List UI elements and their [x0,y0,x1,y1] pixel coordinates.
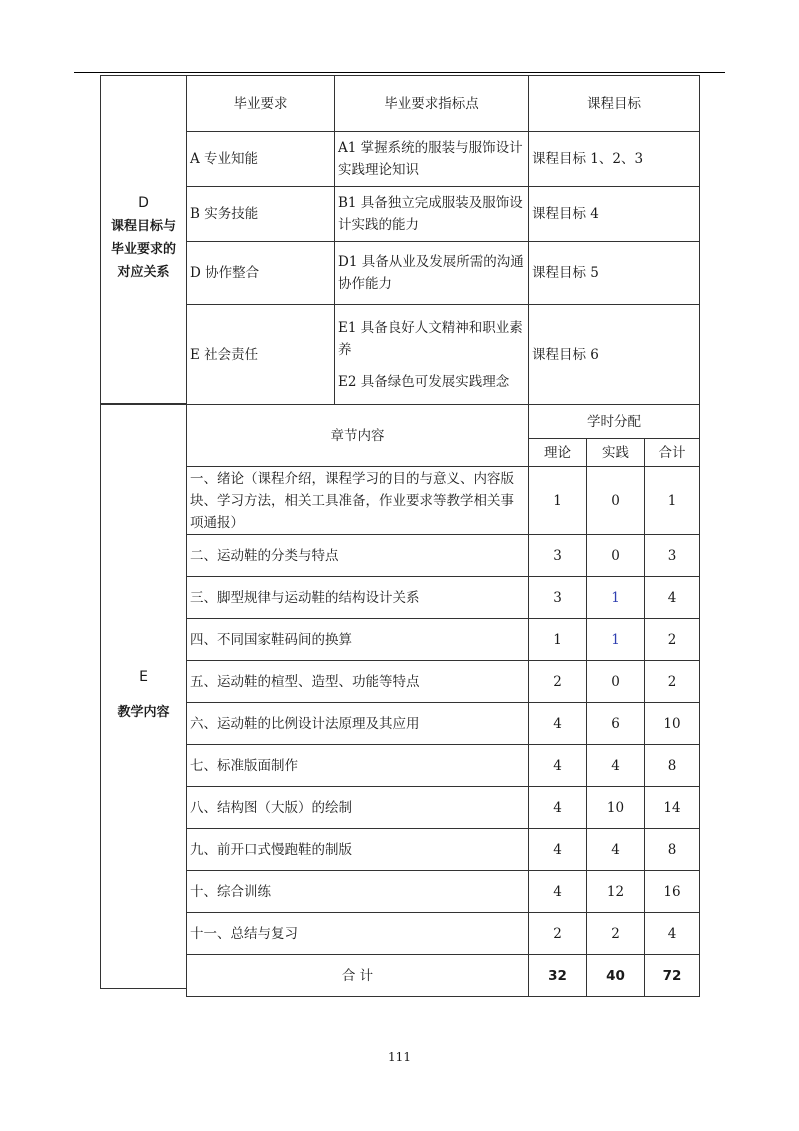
sum-row [187,955,700,997]
practice-cell: 1 [587,577,645,619]
section-e-label [100,404,187,989]
chapter-cell: 十一、总结与复习 [187,913,529,955]
chapter-cell: 三、脚型规律与运动鞋的结构设计关系 [187,577,529,619]
table-row [187,829,700,871]
total-cell: 3 [645,535,700,577]
table-row [187,535,700,577]
table-row [187,242,700,305]
total-cell: 4 [645,913,700,955]
content-table [186,404,700,997]
goal-cell: 课程目标 4 [529,187,700,242]
chapter-cell: 一、绪论（课程介绍，课程学习的目的与意义、内容版块、学习方法，相关工具准备，作业要求等教学相关事项通报） [187,467,529,535]
sum-theory: 32 [529,955,587,997]
section-e-name: 教学内容 [117,705,170,720]
table-header-row [187,76,700,132]
chapter-cell: 五、运动鞋的楦型、造型、功能等特点 [187,661,529,703]
chapter-cell: 十、综合训练 [187,871,529,913]
table-row [187,871,700,913]
section-d-name-line: 毕业要求的 [110,242,176,257]
chapter-cell: 二、运动鞋的分类与特点 [187,535,529,577]
sum-practice: 40 [587,955,645,997]
theory-cell: 3 [529,535,587,577]
practice-cell: 1 [587,619,645,661]
theory-cell: 4 [529,871,587,913]
section-d-name-line: 对应关系 [117,265,170,280]
chapter-cell: 九、前开口式慢跑鞋的制版 [187,829,529,871]
total-cell: 4 [645,577,700,619]
table-row [187,187,700,242]
table-header-row [187,405,700,439]
requirement-cell: B 实务技能 [187,187,335,242]
practice-cell: 4 [587,829,645,871]
course-table [100,75,699,989]
requirements-table [186,75,700,405]
table-row [187,661,700,703]
chapter-cell: 八、结构图（大版）的绘制 [187,787,529,829]
table-row [187,577,700,619]
practice-cell: 0 [587,661,645,703]
header-content: 章节内容 [187,405,529,467]
practice-cell: 6 [587,703,645,745]
total-cell: 14 [645,787,700,829]
total-cell: 8 [645,829,700,871]
theory-cell: 4 [529,829,587,871]
goal-cell: 课程目标 6 [529,305,700,405]
requirement-cell: E 社会责任 [187,305,335,405]
sum-total: 72 [645,955,700,997]
header-total: 合计 [645,439,700,467]
header-hours: 学时分配 [529,405,700,439]
table-row [187,913,700,955]
section-d-name-line: 课程目标与 [110,219,176,234]
theory-cell: 1 [529,619,587,661]
total-cell: 1 [645,467,700,535]
table-row [187,467,700,535]
table-row [187,787,700,829]
indicator-cell: A1 掌握系统的服装与服饰设计实践理论知识 [335,132,529,187]
table-row [187,745,700,787]
practice-cell: 2 [587,913,645,955]
theory-cell: 4 [529,745,587,787]
total-cell: 2 [645,661,700,703]
theory-cell: 1 [529,467,587,535]
header-requirement: 毕业要求 [187,76,335,132]
sum-label: 合 计 [187,955,529,997]
practice-cell: 4 [587,745,645,787]
section-d-letter: D [138,195,149,211]
theory-cell: 2 [529,913,587,955]
practice-cell: 10 [587,787,645,829]
header-indicator: 毕业要求指标点 [335,76,529,132]
practice-cell: 0 [587,535,645,577]
section-e [100,404,699,989]
goal-cell: 课程目标 5 [529,242,700,305]
header-goal: 课程目标 [529,76,700,132]
indicator-cell: D1 具备从业及发展所需的沟通协作能力 [335,242,529,305]
table-row [187,619,700,661]
header-rule [74,72,725,73]
header-practice: 实践 [587,439,645,467]
chapter-cell: 七、标准版面制作 [187,745,529,787]
indicator-text: E2 具备绿色可发展实践理念 [338,373,510,390]
total-cell: 16 [645,871,700,913]
chapter-cell: 六、运动鞋的比例设计法原理及其应用 [187,703,529,745]
section-d-label [100,75,187,404]
total-cell: 10 [645,703,700,745]
page-number: 111 [388,1050,411,1064]
indicator-cell [335,305,529,405]
chapter-cell: 四、不同国家鞋码间的换算 [187,619,529,661]
table-row [187,305,700,405]
theory-cell: 4 [529,703,587,745]
total-cell: 2 [645,619,700,661]
indicator-text: E1 具备良好人文精神和职业素养 [338,319,523,358]
practice-cell: 0 [587,467,645,535]
requirement-cell: A 专业知能 [187,132,335,187]
total-cell: 8 [645,745,700,787]
table-row [187,132,700,187]
theory-cell: 3 [529,577,587,619]
table-row [187,703,700,745]
practice-cell: 12 [587,871,645,913]
theory-cell: 2 [529,661,587,703]
section-e-letter: E [139,669,148,685]
section-d [100,75,699,404]
header-theory: 理论 [529,439,587,467]
theory-cell: 4 [529,787,587,829]
indicator-cell: B1 具备独立完成服装及服饰设计实践的能力 [335,187,529,242]
requirement-cell: D 协作整合 [187,242,335,305]
goal-cell: 课程目标 1、2、3 [529,132,700,187]
